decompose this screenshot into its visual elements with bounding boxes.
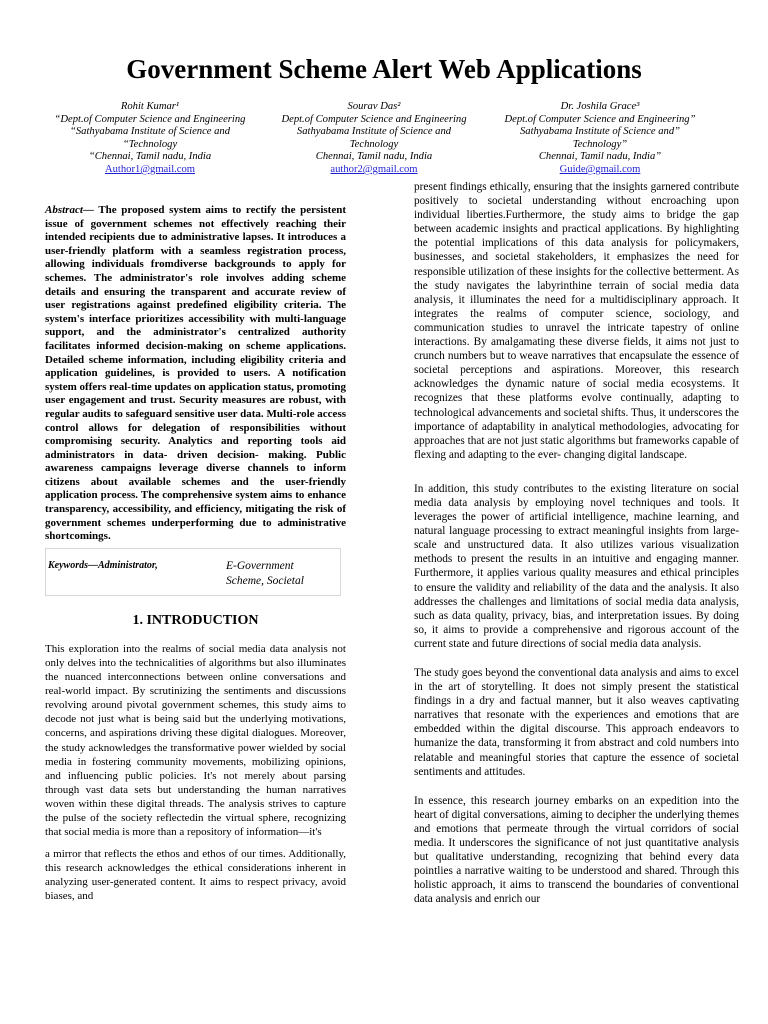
author-institute: “Sathyabama Institute of Science and (69, 126, 231, 138)
keywords-label: Keywords—Administrator, (48, 559, 158, 571)
intro-paragraph-2: a mirror that reflects the ethos and ethos of our times. Additionally, this research acknowledges the ethical considerations inherent in analyzing user-generated content. It aims to respect privacy, avoid biases, and (45, 848, 346, 903)
section-heading-introduction: 1. INTRODUCTION (132, 612, 259, 628)
author-institute-cont: Technology” (572, 138, 628, 150)
author-email-link[interactable]: Author1@gmail.com (104, 163, 196, 175)
author-department: Dept.of Computer Science and Engineering” (504, 113, 696, 125)
author-location: “Chennai, Tamil nadu, India (88, 151, 212, 163)
right-column (414, 180, 739, 922)
author-name: Rohit Kumar¹ (120, 101, 180, 112)
author-institute: Sathyabama Institute of Science and (296, 126, 452, 138)
keywords-box (45, 548, 341, 596)
intro-paragraph-1: This exploration into the realms of social media data analysis not only delves into the technicalities of algorithms but also illuminates the nuanced interconnections between online conversations and real-world impact. By scrutinizing the sentiments and discussions revolving around pivotal government schemes, this study aims to decode not just what is being said but the underlying motivations, concerns, and aspirations driving these digital dialogues. Moreover, the study acknowledges the transformative power wielded by social media in fostering community movements, mobilizing opinions, and influencing public policies. It's not merely about parsing through vast data sets but understanding the human narratives woven within these digital threads. The analysis strives to capture the pulse of the society reflectedin the virtual sphere, recognizing that social media is more than a repository of information—it's (45, 642, 346, 839)
body-paragraph-2: In addition, this study contributes to the existing literature on social media data analysis by employing novel techniques and tools. It leverages the power of artificial intelligence, machine learning, and natural language processing to extract meaningful insights from large-scale and unstructured data. It also utilizes various visualization methods to present the results in an intuitive and engaging manner. Furthermore, it applies various quality measures and ethical principles to ensure the validity and reliability of the data and the analysis. It also addresses the challenges and limitations of social media data analysis, such as data quality, privacy, bias, and interpretation issues. By doing so, it aims to provide a comprehensive and rigorous account of the current state and future directions of social media data analysis. (414, 482, 739, 650)
left-column (45, 204, 346, 904)
body-paragraph-4: In essence, this research journey embarks on an expedition into the heart of digital conversations, aiming to decipher the underlying themes and emotions that permeate through the virtual corridors of social media. It underscores the significance of not just quantitative analysis but qualitative understanding, recognizing that behind every data pointlies a narrative waiting to be understood and shared. Through this holistic approach, it aims to transcend the boundaries of conventional data analysis and enrich our (414, 794, 740, 906)
author-location: Chennai, Tamil nadu, India” (538, 151, 662, 163)
abstract-label: Abstract— (45, 204, 94, 216)
author-name: Dr. Joshila Grace³ (560, 101, 640, 112)
author-block-3 (480, 101, 720, 177)
author-institute-cont: “Technology (122, 138, 178, 150)
author-block-2 (254, 101, 494, 177)
author-block-1 (30, 101, 270, 177)
paper-title: Government Scheme Alert Web Applications (126, 54, 642, 84)
author-name: Sourav Das² (347, 101, 401, 112)
abstract-text: The proposed system aims to rectify the persistent issue of government schemes not effectively reaching their intended recipients due to administrative lapses. It introduces a user-friendly platform with a seamless registration process, allowing individuals fromdiverse backgrounds to apply for schemes. The administrator's role involves adding scheme details and ensuring the transparent and accurate review of user registrations against predefined eligibility criteria. The system's interface prioritizes accessibility with multi-language support, and the administrator's centralized authority facilitates informed decision-making on scheme applications. Detailed scheme information, including eligibility criteria and application guidelines, is provided to users. A notification system offers real-time updates on application status, promoting user engagement and trust. Security measures are robust, with regular audits to safeguard sensitive user data. Multi-role access control allows for delegation of responsibilities without compromising security. Analytics and reporting tools aid administrators in data- driven decision- making. Public awareness campaigns leverage diverse channels to inform citizens about available schemes and the user-friendly application process. The comprehensive system aims to enhance transparency, accessibility, and efficiency, mitigating the risk of government schemes underperforming due to administrative shortcomings. (45, 204, 346, 543)
author-location: Chennai, Tamil nadu, India (315, 151, 433, 163)
author-email-link[interactable]: author2@gmail.com (330, 163, 418, 175)
author-department: “Dept.of Computer Science and Engineering (54, 113, 246, 125)
abstract (45, 204, 346, 544)
keywords-list: E-Government Scheme, Societal (226, 559, 304, 587)
body-paragraph-3: The study goes beyond the conventional data analysis and aims to excel in the art of storytelling. It does not simply present the statistical findings in a dry and factual manner, but it also weaves captivating narratives that resonate with the experiences and emotions that are embedded within the digital discourse. This approach endeavors to humanize the data, transforming it from abstract and cold numbers into relatable and meaningful stories that capture the essence of societal sentiments and attitudes. (414, 667, 739, 778)
body-paragraph-1: present findings ethically, ensuring that the insights garnered contribute positively to societal understanding without encroaching upon individual liberties.Furthermore, the study aims to bridge the gap between academic insights and practical applications. By highlighting the potential implications of this data analysis for policymakers, businesses, and societal stakeholders, it emphasizes the need for responsible utilization of these insights for the collective betterment. As the study navigates the labyrinthine terrain of social media data analysis, it illuminates the need for a multidisciplinary approach. It integrates the realms of computer science, sociology, and communication studies to unravel the intricate tapestry of online interactions. By amalgamating these diverse fields, it aims not just to crunch numbers but to weave narratives that encapsulate the essence of societal perceptions and aspirations. Moreover, this research acknowledges the dynamic nature of social media ecosystems. It recognizes that these platforms evolve continually, adapting to technological advancements and societal shifts. Thus, it underscores the importance of adaptability in analytical methodologies, advocating for approaches that are not just static algorithms but frameworks capable of flexing and adapting to the ever- changing digital landscape. (414, 181, 739, 461)
author-email-link[interactable]: Guide@gmail.com (559, 163, 641, 175)
author-institute-cont: Technology (349, 138, 399, 150)
author-department: Dept.of Computer Science and Engineering (281, 113, 467, 125)
author-institute: Sathyabama Institute of Science and” (519, 126, 681, 138)
